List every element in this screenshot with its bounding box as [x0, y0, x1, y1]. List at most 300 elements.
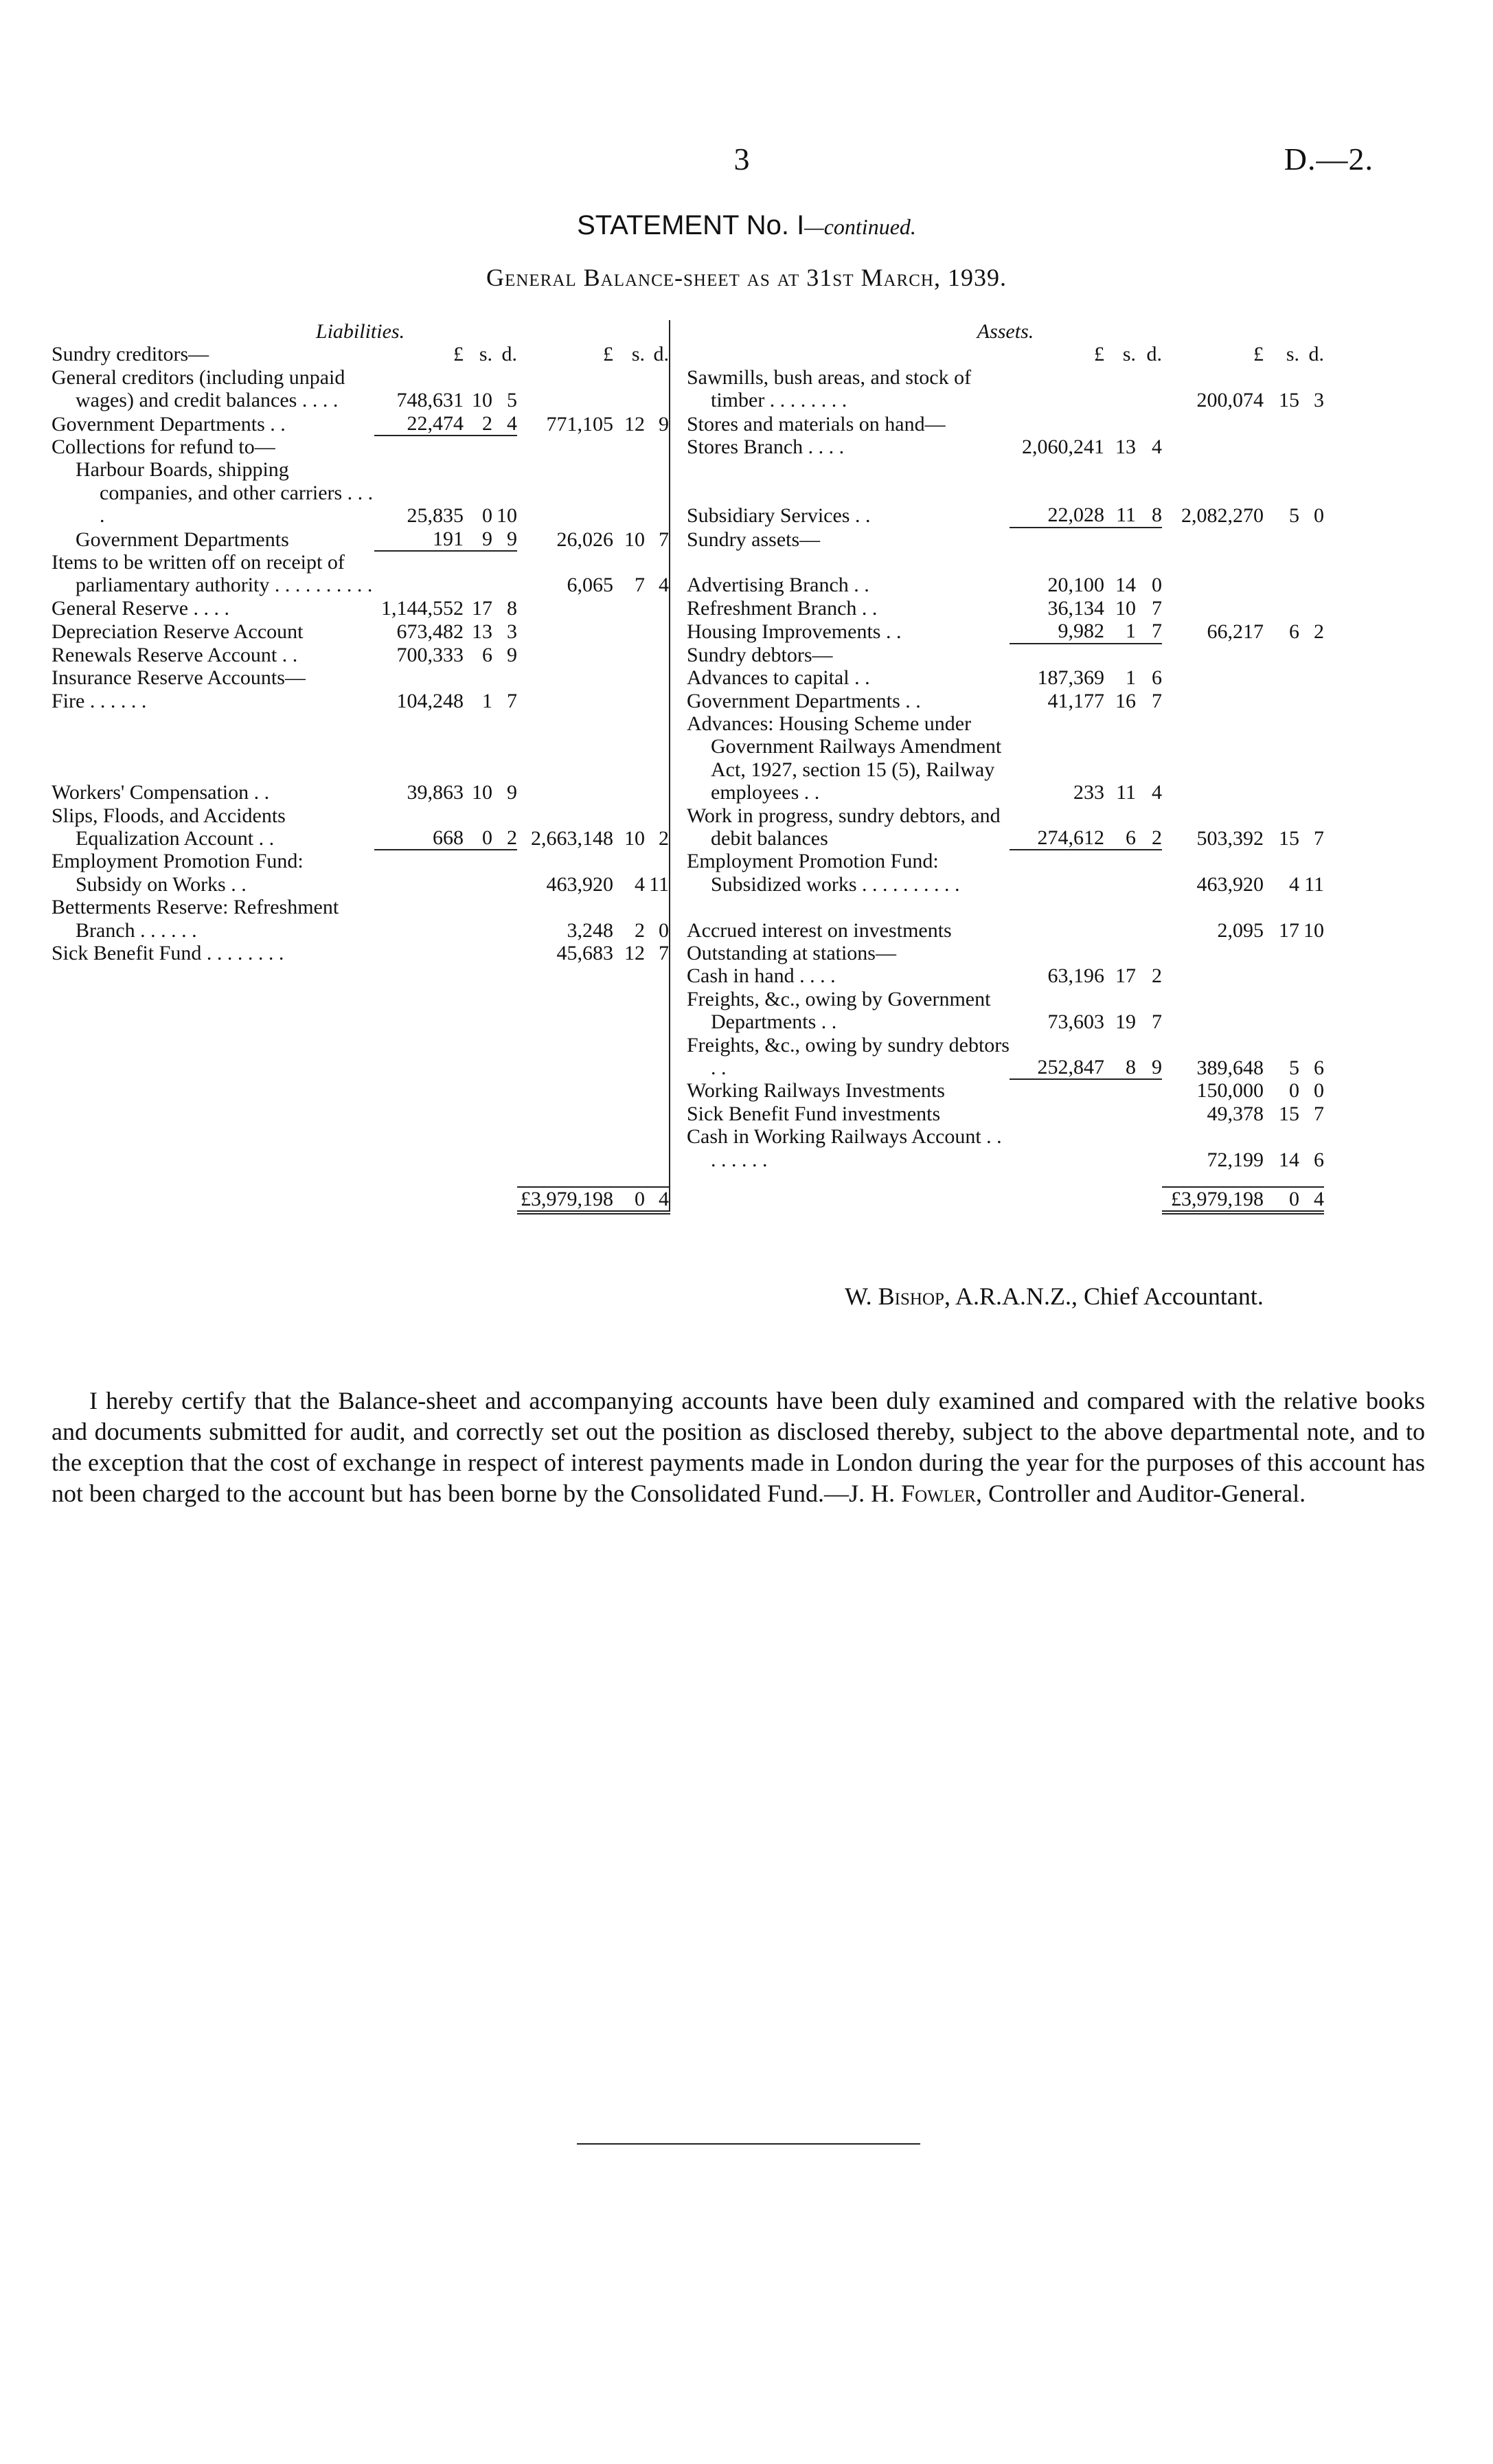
liabilities-outer-amount: [613, 620, 645, 643]
liabilities-empty-cell: [52, 1079, 374, 1102]
column-separator: [670, 320, 687, 343]
assets-outer-amount: [1162, 666, 1264, 689]
liabilities-outer-amount: [517, 366, 613, 412]
liabilities-outer-amount: [613, 366, 645, 412]
column-separator: [670, 942, 687, 964]
liabilities-inner-amount: [464, 666, 492, 689]
liabilities-outer-amount: 12: [624, 412, 645, 436]
liabilities-row-label: General creditors (including unpaid wages) and credit balances . . . .: [52, 365, 345, 412]
liabilities-outer-amount: 7: [659, 941, 669, 964]
liabilities-outer-amount: 6,065: [567, 574, 613, 597]
assets-inner-amount: [1136, 644, 1162, 666]
assets-inner-amount: 7: [1152, 689, 1162, 712]
table-row: [52, 942, 1324, 964]
spacer-cell: [517, 1171, 613, 1187]
liabilities-outer-amount: [517, 620, 613, 643]
liabilities-outer-amount: [613, 597, 645, 620]
assets-outer-amount: [1162, 942, 1264, 964]
liabilities-row-label: Government Departments: [76, 528, 289, 551]
column-separator: [670, 528, 687, 551]
assets-outer-amount: 7: [1314, 826, 1324, 850]
liabilities-empty-cell: [517, 1079, 613, 1102]
liabilities-outer-amount: 2: [659, 826, 669, 850]
statement-title-suffix: —continued.: [804, 214, 916, 239]
liabilities-empty-cell: [374, 1125, 464, 1171]
liabilities-inner-amount: 7: [507, 689, 517, 712]
column-separator: [670, 964, 687, 987]
liabilities-outer-amount: [645, 436, 670, 458]
table-row: [52, 620, 1324, 643]
assets-row-label: Work in progress, sundry debtors, and debit balances: [687, 804, 1001, 850]
liabilities-total: £3,979,198: [517, 1187, 613, 1212]
liabilities-inner-amount: 3: [507, 620, 517, 644]
assets-outer-amount: [1162, 964, 1264, 987]
assets-outer-amount: 6: [1289, 620, 1299, 644]
liabilities-outer-amount: 3,248: [567, 918, 613, 942]
column-separator: [670, 412, 687, 436]
liabilities-outer-amount: 771,105: [546, 412, 613, 436]
liabilities-empty-cell: [492, 1034, 517, 1080]
assets-outer-amount: [1264, 988, 1299, 1034]
assets-outer-amount: 150,000: [1196, 1079, 1264, 1103]
liabilities-inner-amount: 6: [482, 643, 492, 666]
assets-inner-amount: 41,177: [1047, 689, 1104, 712]
liabilities-outer-amount: 11: [649, 872, 669, 896]
signatory-title: , A.R.A.N.Z., Chief Accountant.: [944, 1282, 1264, 1310]
liabilities-empty-cell: [374, 1034, 464, 1080]
assets-outer-amount: 2: [1314, 620, 1324, 644]
totals-spacer: [492, 1187, 517, 1212]
assets-outer-amount: 2,082,270: [1181, 504, 1264, 528]
column-separator: [670, 712, 687, 804]
liabilities-outer-amount: 9: [659, 412, 669, 436]
assets-outer-amount: [1299, 597, 1324, 620]
liabilities-outer-amount: 7: [635, 574, 645, 597]
liabilities-outer-amount: 4: [635, 872, 645, 896]
assets-outer-amount: 10: [1303, 918, 1324, 942]
assets-inner-amount: [1010, 528, 1104, 551]
assets-row-label: Refreshment Branch . .: [687, 596, 878, 620]
liabilities-inner-amount: 0: [482, 504, 492, 528]
assets-outer-amount: [1162, 712, 1264, 804]
assets-row-label: Sick Benefit Fund investments: [687, 1102, 941, 1125]
liabilities-row-label: Harbour Boards, shipping companies, and other carriers . . . .: [76, 458, 374, 528]
assets-outer-amount: 15: [1279, 389, 1299, 412]
audit-certificate: [52, 1386, 1425, 1509]
assets-inner-amount: 1: [1104, 620, 1136, 643]
liabilities-inner-amount: [374, 896, 464, 942]
table-row: [52, 644, 1324, 666]
assets-outer-amount: 3: [1314, 389, 1324, 412]
liabilities-outer-amount: [645, 366, 670, 412]
assets-outer-amount: [1264, 551, 1299, 597]
assets-row-label: Freights, &c., owing by Government Departments . .: [687, 987, 991, 1034]
page-number: 3: [733, 142, 750, 177]
assets-outer-amount: 389,648: [1196, 1056, 1264, 1079]
liabilities-inner-amount: 10: [497, 504, 517, 528]
liabilities-inner-amount: 2: [464, 412, 492, 436]
signature-block: [845, 1282, 1408, 1311]
assets-inner-amount: [1010, 644, 1104, 666]
bottom-rule: [577, 2143, 920, 2145]
assets-inner-amount: [1104, 412, 1136, 436]
assets-inner-amount: 9,982: [1010, 620, 1104, 643]
liabilities-empty-cell: [492, 964, 517, 987]
liabilities-empty-cell: [374, 988, 464, 1034]
liabilities-inner-amount: 17: [472, 596, 492, 620]
table-row: [52, 597, 1324, 620]
balance-sheet-subtitle: General Balance-sheet as at 31st March, 1939.: [486, 264, 1007, 291]
assets-inner-amount: 8: [1136, 458, 1162, 527]
assets-outer-amount: 5: [1289, 1056, 1299, 1079]
liabilities-inner-amount: [464, 551, 492, 597]
column-separator: [670, 620, 687, 643]
assets-inner-amount: 2: [1152, 964, 1162, 988]
liabilities-outer-amount: 10: [624, 528, 645, 551]
liabilities-empty-cell: [492, 1103, 517, 1125]
column-separator: [670, 1125, 687, 1171]
assets-inner-amount: [1136, 1103, 1162, 1125]
table-row: [52, 804, 1324, 850]
assets-outer-amount: 6: [1314, 1148, 1324, 1171]
liabilities-inner-amount: [492, 551, 517, 597]
liabilities-outer-amount: 7: [659, 528, 669, 551]
assets-row-label: Accrued interest on investments: [687, 918, 952, 942]
assets-outer-amount: [1264, 528, 1299, 551]
assets-outer-amount: [1162, 597, 1264, 620]
assets-unit: d.: [1146, 343, 1162, 366]
column-separator: [670, 597, 687, 620]
assets-outer-amount: [1264, 597, 1299, 620]
liabilities-inner-amount: 1,144,552: [381, 596, 464, 620]
assets-inner-amount: 2,060,241: [1022, 436, 1104, 459]
totals-spacer: [52, 1187, 374, 1212]
column-separator: [670, 850, 687, 896]
table-row: [52, 436, 1324, 458]
assets-row-label: Government Departments . .: [687, 689, 921, 712]
liabilities-outer-amount: 2,663,148: [531, 826, 613, 850]
liabilities-inner-amount: 5: [507, 389, 517, 412]
statement-title: [0, 210, 1493, 241]
liabilities-inner-amount: [492, 666, 517, 689]
table-row: [52, 964, 1324, 987]
liabilities-inner-amount: [374, 850, 464, 896]
spacer-cell: [492, 1171, 517, 1187]
liabilities-empty-cell: [645, 1079, 670, 1102]
liabilities-inner-amount: [464, 942, 492, 964]
assets-outer-amount: [1299, 690, 1324, 712]
liabilities-inner-amount: 700,333: [396, 643, 464, 666]
column-separator: [670, 366, 687, 412]
liabilities-empty-cell: [52, 1125, 374, 1171]
assets-inner-amount: [1104, 1125, 1136, 1171]
assets-inner-amount: 11: [1104, 458, 1136, 527]
assets-inner-amount: 17: [1115, 964, 1136, 988]
liabilities-heading: Liabilities.: [315, 320, 405, 343]
liabilities-inner-amount: 1: [482, 689, 492, 712]
table-row: [52, 551, 1324, 597]
assets-row-label: Outstanding at stations—: [687, 941, 896, 964]
spacer-cell: [1136, 1171, 1162, 1187]
liabilities-outer-amount: [645, 620, 670, 643]
liabilities-row-label: Sundry creditors—: [52, 343, 209, 366]
liabilities-empty-cell: [517, 1103, 613, 1125]
assets-outer-amount: 15: [1279, 826, 1299, 850]
assets-inner-amount: 7: [1152, 596, 1162, 620]
liabilities-empty-cell: [374, 964, 464, 987]
table-row: [52, 1103, 1324, 1125]
liabilities-inner-amount: 0: [464, 804, 492, 850]
assets-inner-amount: [1010, 1103, 1104, 1125]
assets-outer-amount: 49,378: [1207, 1102, 1264, 1125]
assets-inner-amount: 13: [1115, 436, 1136, 459]
assets-row-label: Working Railways Investments: [687, 1079, 945, 1103]
assets-outer-amount: 200,074: [1196, 389, 1264, 412]
assets-inner-amount: [1010, 1125, 1104, 1171]
column-separator: [670, 690, 687, 712]
liabilities-empty-cell: [645, 964, 670, 987]
assets-outer-amount: [1299, 942, 1324, 964]
column-separator: [670, 644, 687, 666]
assets-outer-amount: 72,199: [1207, 1148, 1264, 1171]
column-separator: [670, 666, 687, 689]
liabilities-empty-cell: [613, 1125, 645, 1171]
column-separator: [670, 1034, 687, 1080]
column-separator: [670, 896, 687, 942]
liabilities-row-label: Employment Promotion Fund: Subsidy on Works . .: [52, 850, 304, 896]
assets-inner-amount: 14: [1115, 574, 1136, 597]
spacer-cell: [1299, 1171, 1324, 1187]
assets-outer-amount: 5: [1289, 504, 1299, 528]
spacer-cell: [1264, 1171, 1299, 1187]
assets-unit: d.: [1308, 343, 1324, 366]
assets-inner-amount: [1010, 1079, 1104, 1102]
table-row: [52, 1125, 1324, 1171]
assets-total: 0: [1264, 1187, 1299, 1212]
column-separator: [670, 804, 687, 850]
assets-outer-amount: [1264, 964, 1299, 987]
liabilities-outer-amount: [645, 690, 670, 712]
liabilities-outer-amount: [613, 712, 645, 804]
liabilities-inner-amount: [374, 666, 464, 689]
assets-unit: £: [1094, 343, 1104, 366]
liabilities-inner-amount: [464, 436, 492, 458]
liabilities-outer-amount: [517, 690, 613, 712]
assets-inner-amount: [1136, 1125, 1162, 1171]
assets-total: 4: [1299, 1187, 1324, 1212]
liabilities-outer-amount: [613, 690, 645, 712]
assets-outer-amount: [1264, 712, 1299, 804]
assets-row-label: Sawmills, bush areas, and stock of timber . . . . . . . .: [687, 365, 972, 412]
assets-outer-amount: 6: [1314, 1056, 1324, 1079]
liabilities-empty-cell: [517, 1125, 613, 1171]
assets-outer-amount: [1264, 666, 1299, 689]
units-row: [52, 343, 1324, 365]
liabilities-empty-cell: [613, 1103, 645, 1125]
liabilities-inner-amount: 8: [507, 596, 517, 620]
liabilities-outer-amount: 26,026: [556, 528, 613, 551]
liabilities-unit: £: [603, 343, 613, 366]
liabilities-empty-cell: [613, 988, 645, 1034]
liabilities-row-label: Slips, Floods, and Accidents Equalization Account . .: [52, 804, 286, 850]
assets-outer-amount: 14: [1279, 1148, 1299, 1171]
assets-outer-amount: [1299, 988, 1324, 1034]
liabilities-row-label: General Reserve . . . .: [52, 596, 230, 620]
assets-outer-amount: [1162, 690, 1264, 712]
totals-row: [52, 1187, 1324, 1212]
spacer-cell: [1162, 1171, 1264, 1187]
assets-inner-amount: 16: [1115, 689, 1136, 712]
assets-inner-amount: 233: [1073, 781, 1104, 804]
assets-inner-amount: 7: [1152, 1010, 1162, 1034]
liabilities-empty-cell: [645, 1034, 670, 1080]
liabilities-outer-amount: 2: [635, 918, 645, 942]
section-heading-row: [52, 320, 1324, 343]
liabilities-empty-cell: [517, 964, 613, 987]
liabilities-inner-amount: 25,835: [407, 504, 464, 528]
liabilities-row-label: Insurance Reserve Accounts—: [52, 666, 306, 690]
liabilities-row-label: Government Departments . .: [52, 412, 286, 436]
liabilities-empty-cell: [374, 1103, 464, 1125]
table-row: [52, 712, 1324, 804]
liabilities-inner-amount: [492, 942, 517, 964]
liabilities-empty-cell: [613, 1079, 645, 1102]
table-row: [52, 850, 1324, 896]
assets-outer-amount: 463,920: [1196, 872, 1264, 896]
liabilities-outer-amount: [645, 666, 670, 689]
assets-inner-amount: [1104, 942, 1136, 964]
column-separator: [670, 343, 687, 365]
assets-inner-amount: 22,028: [1010, 458, 1104, 527]
assets-unit: s.: [1122, 343, 1136, 366]
auditor-title: , Controller and Auditor-General.: [975, 1480, 1306, 1507]
assets-inner-amount: [1136, 366, 1162, 412]
liabilities-empty-cell: [464, 1034, 492, 1080]
liabilities-empty-cell: [645, 1125, 670, 1171]
assets-inner-amount: [1136, 942, 1162, 964]
assets-inner-amount: [1104, 1079, 1136, 1102]
column-separator: [670, 551, 687, 597]
assets-inner-amount: 6: [1104, 804, 1136, 850]
liabilities-inner-amount: 9: [507, 643, 517, 666]
totals-spacer: [1104, 1187, 1136, 1212]
liabilities-empty-cell: [645, 1103, 670, 1125]
liabilities-outer-amount: 4: [659, 574, 669, 597]
liabilities-inner-amount: [464, 850, 492, 896]
assets-outer-amount: [1299, 644, 1324, 666]
balance-sheet-table: [52, 320, 1324, 1214]
spacer-cell: [464, 1171, 492, 1187]
assets-outer-amount: [1299, 528, 1324, 551]
liabilities-row-label: Sick Benefit Fund . . . . . . . .: [52, 941, 284, 964]
liabilities-outer-amount: [613, 666, 645, 689]
table-row: [52, 690, 1324, 712]
table-row: [52, 896, 1324, 942]
assets-inner-amount: 6: [1152, 666, 1162, 690]
assets-inner-amount: 19: [1115, 1010, 1136, 1034]
assets-inner-amount: [1136, 528, 1162, 551]
liabilities-inner-amount: 4: [492, 412, 517, 436]
table-row: [52, 988, 1324, 1034]
assets-inner-amount: 36,134: [1047, 596, 1104, 620]
assets-outer-amount: [1264, 690, 1299, 712]
assets-total: £3,979,198: [1162, 1187, 1264, 1212]
liabilities-inner-amount: [374, 436, 464, 458]
statement-title-text: STATEMENT No. I: [577, 210, 805, 240]
spacer-cell: [645, 1171, 670, 1187]
spacer-cell: [613, 1171, 645, 1187]
liabilities-row-label: Renewals Reserve Account . .: [52, 643, 298, 666]
assets-outer-amount: 2,095: [1217, 918, 1264, 942]
assets-inner-amount: [1136, 412, 1162, 436]
liabilities-outer-amount: [613, 458, 645, 527]
assets-inner-amount: 10: [1115, 596, 1136, 620]
liabilities-empty-cell: [492, 988, 517, 1034]
assets-row-label: Sundry debtors—: [687, 643, 833, 666]
assets-outer-amount: 66,217: [1207, 620, 1264, 644]
assets-row-label: Advances to capital . .: [687, 666, 870, 690]
column-separator: [670, 1187, 687, 1212]
assets-inner-amount: 274,612: [1010, 804, 1104, 850]
assets-row-label: Employment Promotion Fund: Subsidized works . . . . . . . . . .: [687, 850, 960, 896]
balance-sheet: [52, 320, 1425, 1214]
table-row: [52, 666, 1324, 689]
assets-row-label: Housing Improvements . .: [687, 620, 902, 644]
liabilities-empty-cell: [613, 1034, 645, 1080]
assets-inner-amount: 0: [1152, 574, 1162, 597]
liabilities-inner-amount: 668: [374, 804, 464, 850]
assets-inner-amount: [1010, 412, 1104, 436]
assets-row-label: Stores and materials on hand—: [687, 412, 946, 436]
assets-outer-amount: [1299, 964, 1324, 987]
liabilities-unit: d.: [501, 343, 517, 366]
assets-outer-amount: 17: [1279, 918, 1299, 942]
column-separator: [670, 436, 687, 458]
assets-inner-amount: 11: [1116, 781, 1136, 804]
liabilities-row-label: Betterments Reserve: Refreshment Branch . . . . . .: [52, 896, 339, 942]
assets-row-label: Advertising Branch . .: [687, 574, 869, 597]
spacer-cell: [687, 1171, 1010, 1187]
liabilities-outer-amount: 12: [624, 941, 645, 964]
liabilities-inner-amount: 2: [492, 804, 517, 850]
liabilities-outer-amount: [645, 458, 670, 527]
assets-outer-amount: [1299, 412, 1324, 436]
liabilities-row-label: Workers' Compensation . .: [52, 781, 270, 804]
liabilities-outer-amount: [517, 644, 613, 666]
liabilities-unit: £: [453, 343, 464, 366]
assets-outer-amount: 15: [1279, 1102, 1299, 1125]
liabilities-outer-amount: [517, 458, 613, 527]
assets-row-label: Freights, &c., owing by sundry debtors . .: [687, 1033, 1010, 1079]
assets-heading: Assets.: [977, 320, 1034, 343]
assets-inner-amount: [1104, 366, 1136, 412]
assets-row-label: Cash in Working Railways Account . . . . . . . .: [687, 1125, 1002, 1171]
assets-unit: s.: [1286, 343, 1299, 366]
assets-outer-amount: [1264, 644, 1299, 666]
liabilities-outer-amount: [645, 597, 670, 620]
liabilities-empty-cell: [464, 988, 492, 1034]
totals-spacer: [1136, 1187, 1162, 1212]
certificate-text: I hereby certify that the Balance-sheet and accompanying accounts have been duly examined and compared with the relative books and documents submitted for audit, and correctly set out the position as disclosed thereby, subject to the above departmental note, and to the exception that the cost of exchange in respect of interest payments made in London during the year for the purposes of this account has not been charged to the account but has been borne by the Consolidated Fund.—: [52, 1387, 1425, 1507]
liabilities-inner-amount: 104,248: [396, 689, 464, 712]
assets-outer-amount: [1299, 666, 1324, 689]
spacer-cell: [1010, 1171, 1104, 1187]
liabilities-inner-amount: 9: [492, 528, 517, 551]
assets-inner-amount: 63,196: [1047, 964, 1104, 988]
assets-outer-amount: [1162, 412, 1264, 436]
liabilities-empty-cell: [52, 988, 374, 1034]
spacer-row: [52, 1171, 1324, 1187]
